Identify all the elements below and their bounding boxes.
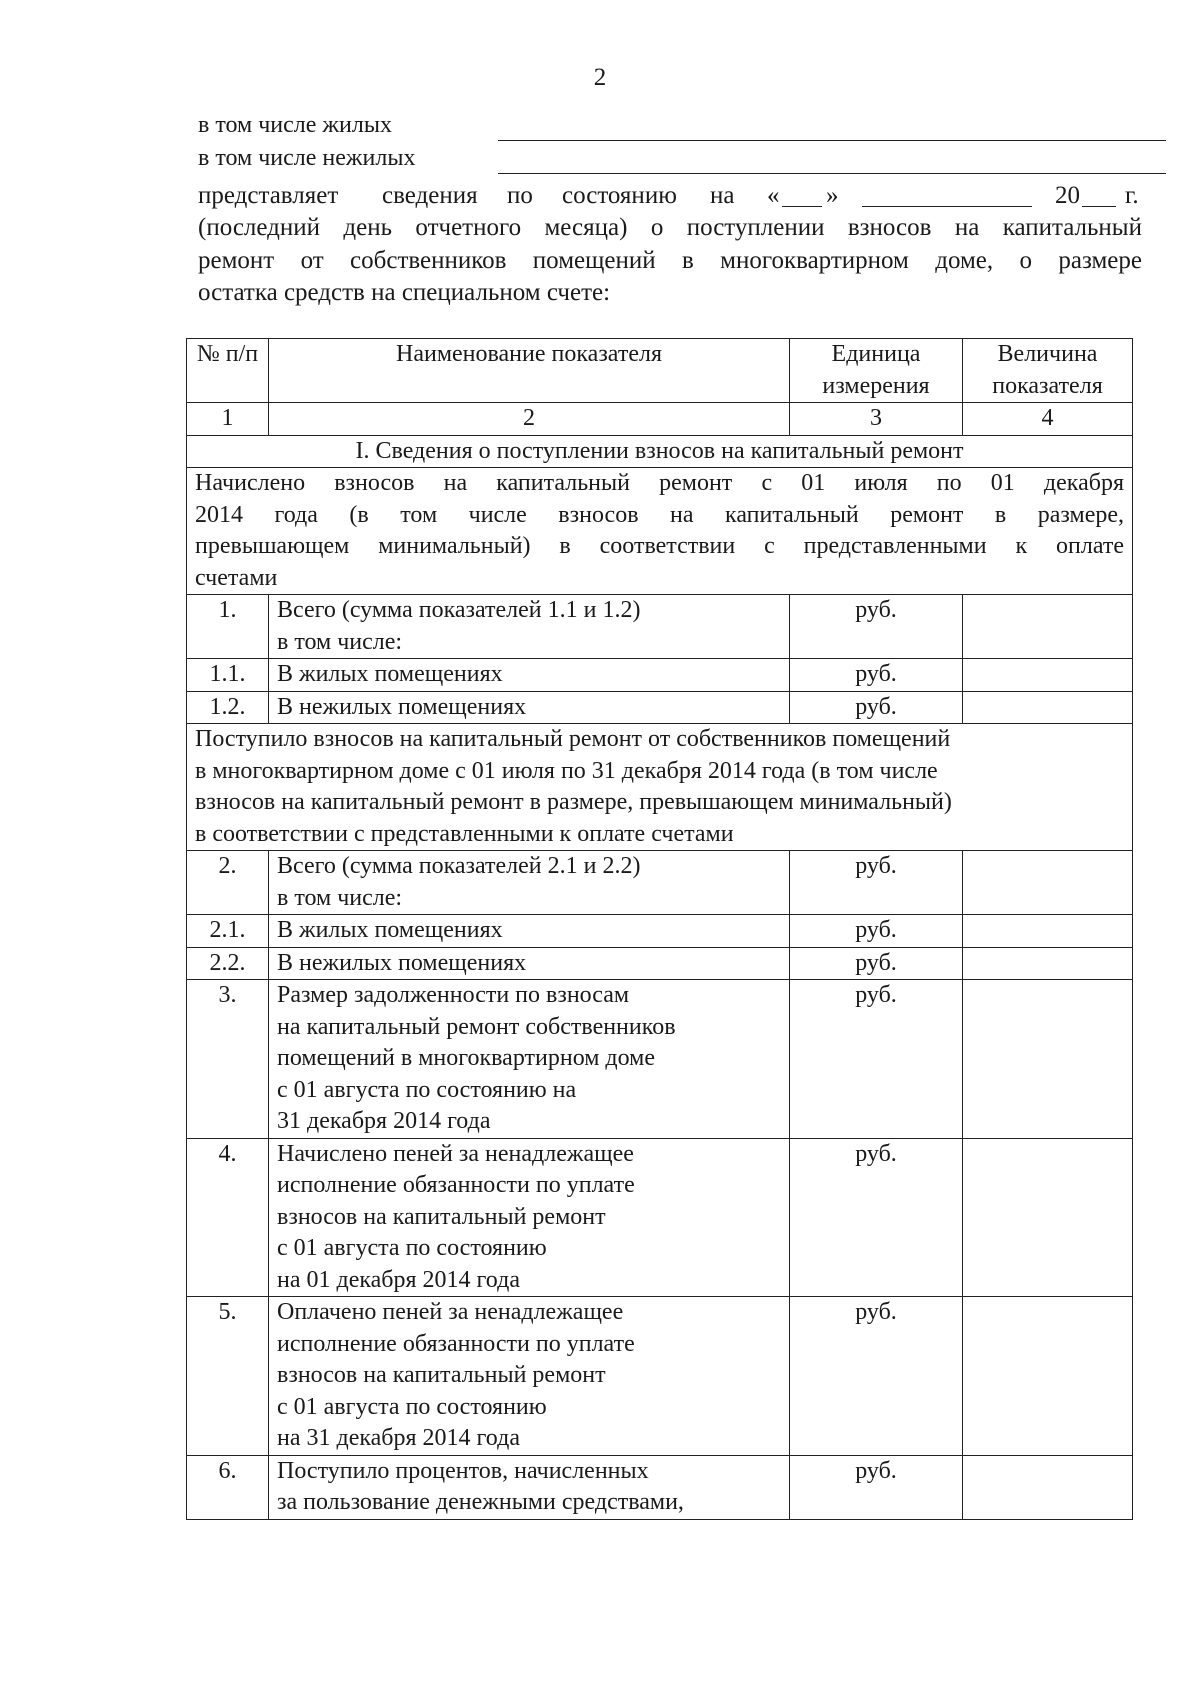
indicator-line: взносов на капитальный ремонт (277, 1203, 606, 1230)
indicator-line: Оплачено пеней за ненадлежащее (277, 1299, 624, 1325)
row-number: 5. (187, 1297, 269, 1456)
indicator-name: В нежилых помещениях (269, 947, 790, 980)
indicator-line: на 31 декабря 2014 года (277, 1425, 520, 1451)
value-cell[interactable] (963, 1455, 1133, 1519)
year-blank[interactable] (1082, 206, 1116, 207)
table-row (187, 1455, 1133, 1519)
indicator-line: на 01 декабря 2014 года (277, 1266, 520, 1293)
table-row (187, 659, 1133, 692)
indicator-name: В жилых помещениях (269, 915, 790, 948)
nonliving-premises-label: в том числе нежилых (198, 145, 416, 171)
value-cell[interactable] (963, 851, 1133, 915)
quote-open: « (767, 182, 780, 209)
table-row (187, 1138, 1133, 1297)
value-cell[interactable] (963, 915, 1133, 948)
table-row (187, 1297, 1133, 1456)
unit-cell: руб. (790, 915, 963, 948)
intro-word: сведения (382, 182, 478, 209)
col-index: 1 (187, 403, 269, 436)
unit-cell: руб. (790, 691, 963, 724)
block-line: Поступило взносов на капитальный ремонт от собственников помещений (195, 726, 951, 752)
row-number: 1.2. (187, 691, 269, 724)
table-row (187, 915, 1133, 948)
block-line: взносов на капитальный ремонт в размере, превышающем минимальный) (195, 789, 952, 815)
intro-line: (последний день отчетного месяца) о поступлении взносов на капитальный (198, 214, 1142, 241)
page-number: 2 (593, 64, 607, 91)
indicator-line: в том числе: (277, 884, 403, 911)
intro-word: по (507, 182, 533, 209)
header-num: № п/п (187, 339, 269, 403)
header-value: Величина показателя (963, 339, 1133, 403)
indicator-line: Всего (сумма показателей 1.1 и 1.2) (277, 597, 641, 623)
unit-cell: руб. (790, 851, 963, 915)
value-cell[interactable] (963, 1138, 1133, 1297)
year-suffix: г. (1125, 182, 1139, 209)
row-number: 3. (187, 980, 269, 1139)
column-index-row (187, 403, 1133, 436)
table-row (187, 595, 1133, 659)
indicator-line: Начислено пеней за ненадлежащее (277, 1140, 634, 1167)
row-number: 2.2. (187, 947, 269, 980)
table-row (187, 691, 1133, 724)
row-number: 6. (187, 1455, 269, 1519)
unit-cell: руб. (790, 1455, 963, 1519)
indicator-name (269, 1297, 790, 1456)
intro-line: ремонт от собственников помещений в многоквартирном доме, о размере (198, 246, 1142, 274)
intro-word: состоянию (562, 182, 677, 209)
block-1-row (187, 468, 1133, 595)
block-line: 2014 года (в том числе взносов на капитальный ремонт в размере, (195, 501, 1124, 528)
indicator-line: Всего (сумма показателей 2.1 и 2.2) (277, 853, 641, 879)
indicator-name: В жилых помещениях (269, 659, 790, 692)
indicator-line: взносов на капитальный ремонт (277, 1362, 606, 1388)
col-index: 4 (963, 403, 1133, 436)
indicator-line: исполнение обязанности по уплате (277, 1172, 635, 1198)
table-row (187, 980, 1133, 1139)
row-number: 1. (187, 595, 269, 659)
block-line: счетами (195, 564, 278, 591)
indicator-name: В нежилых помещениях (269, 691, 790, 724)
living-premises-blank[interactable] (498, 140, 1166, 141)
indicator-line: в том числе: (277, 628, 403, 655)
value-cell[interactable] (963, 691, 1133, 724)
section-title-row (187, 435, 1133, 468)
indicator-name (269, 851, 790, 915)
indicator-line: Размер задолженности по взносам (277, 982, 630, 1008)
value-cell[interactable] (963, 947, 1133, 980)
table-row (187, 947, 1133, 980)
indicator-name (269, 1455, 790, 1519)
section-1-title: I. Сведения о поступлении взносов на капитальный ремонт (187, 435, 1133, 468)
block-line: Начислено взносов на капитальный ремонт с 01 июля по 01 декабря (195, 470, 1124, 496)
value-cell[interactable] (963, 980, 1133, 1139)
day-blank[interactable] (782, 206, 822, 207)
indicator-line: Поступило процентов, начисленных (277, 1457, 649, 1484)
value-cell[interactable] (963, 595, 1133, 659)
indicator-name (269, 595, 790, 659)
unit-cell: руб. (790, 1138, 963, 1297)
table-header-row (187, 339, 1133, 403)
indicator-line: 31 декабря 2014 года (277, 1108, 491, 1134)
accrued-contributions-description (187, 468, 1133, 595)
indicator-line: с 01 августа по состоянию на (277, 1076, 577, 1103)
value-cell[interactable] (963, 1297, 1133, 1456)
quote-close: » (826, 182, 839, 209)
value-cell[interactable] (963, 659, 1133, 692)
indicator-line: с 01 августа по состоянию (277, 1235, 547, 1261)
block-line: в многоквартирном доме с 01 июля по 31 декабря 2014 года (в том числе (195, 757, 938, 784)
col-index: 3 (790, 403, 963, 436)
unit-cell: руб. (790, 980, 963, 1139)
indicator-name (269, 1138, 790, 1297)
row-number: 4. (187, 1138, 269, 1297)
intro-line: остатка средств на специальном счете: (198, 279, 611, 306)
living-premises-label: в том числе жилых (198, 112, 392, 138)
indicator-line: исполнение обязанности по уплате (277, 1330, 635, 1357)
indicator-line: помещений в многоквартирном доме (277, 1045, 656, 1071)
unit-cell: руб. (790, 1297, 963, 1456)
year-prefix: 20 (1055, 182, 1080, 209)
row-number: 1.1. (187, 659, 269, 692)
header-name: Наименование показателя (269, 339, 790, 403)
block-line: превышающем минимальный) в соответствии с представленными к оплате (195, 533, 1124, 559)
unit-cell: руб. (790, 947, 963, 980)
block-2-row (187, 724, 1133, 851)
intro-word: представляет (198, 182, 339, 209)
nonliving-premises-blank[interactable] (498, 173, 1166, 174)
indicator-line: за пользование денежными средствами, (277, 1489, 684, 1515)
unit-cell: руб. (790, 595, 963, 659)
indicator-line: на капитальный ремонт собственников (277, 1013, 676, 1040)
indicator-line: с 01 августа по состоянию (277, 1393, 547, 1420)
intro-word: на (710, 182, 735, 209)
row-number: 2. (187, 851, 269, 915)
row-number: 2.1. (187, 915, 269, 948)
report-table (186, 338, 1133, 1520)
unit-cell: руб. (790, 659, 963, 692)
month-blank[interactable] (862, 206, 1032, 207)
intro-paragraph (198, 212, 1142, 310)
header-unit: Единица измерения (790, 339, 963, 403)
received-contributions-description (187, 724, 1133, 851)
col-index: 2 (269, 403, 790, 436)
block-line: в соответствии с представленными к оплате счетами (195, 820, 734, 847)
indicator-name (269, 980, 790, 1139)
table-row (187, 851, 1133, 915)
